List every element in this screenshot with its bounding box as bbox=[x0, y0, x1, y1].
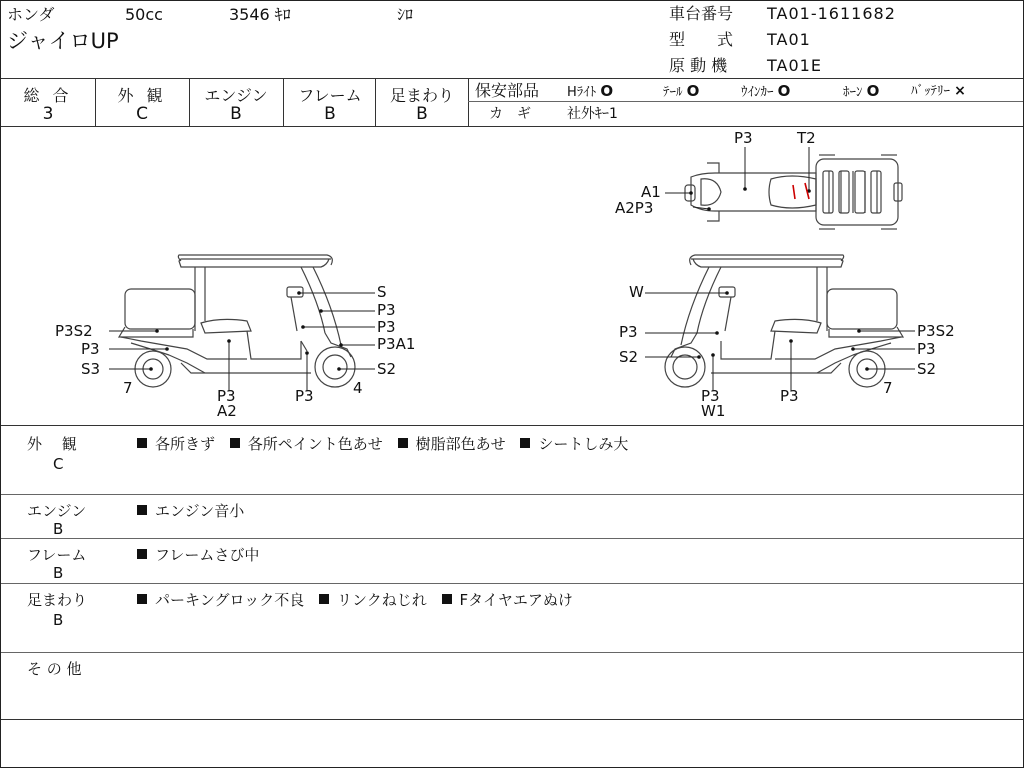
grade-engine: エンジン B bbox=[204, 86, 268, 124]
mark-right-7: 7 bbox=[883, 379, 893, 397]
color: ｼﾛ bbox=[397, 5, 414, 24]
section-grade: C bbox=[53, 455, 64, 473]
section-title: エンジン bbox=[27, 502, 87, 520]
left-side-view bbox=[119, 255, 355, 387]
safety-battery-mark: × bbox=[954, 83, 966, 99]
safety-horn: ﾎｰﾝ O bbox=[843, 82, 880, 100]
section-other bbox=[1, 653, 1023, 719]
mark-right-p3: P3 bbox=[780, 387, 799, 405]
bullet-square-icon bbox=[398, 438, 408, 448]
displacement: 50cc bbox=[125, 5, 163, 24]
divider bbox=[468, 79, 469, 126]
safety-winker: ｳｲﾝｶｰ O bbox=[741, 82, 791, 100]
note-item: 各所ペイント色あせ bbox=[230, 435, 383, 453]
bullet-square-icon bbox=[137, 594, 147, 604]
key-label: カ ギ bbox=[489, 106, 531, 122]
section-frame bbox=[1, 539, 1023, 583]
divider bbox=[375, 79, 376, 126]
section-notes bbox=[137, 433, 638, 454]
damage-diagram bbox=[1, 127, 1023, 425]
bullet-square-icon bbox=[137, 505, 147, 515]
safety-headlight-mark: O bbox=[600, 82, 614, 100]
section-grade: B bbox=[53, 520, 64, 538]
divider bbox=[1, 719, 1023, 720]
section-notes bbox=[137, 589, 583, 610]
section-title: そ の 他 bbox=[27, 660, 82, 678]
maker: ホンダ bbox=[7, 5, 55, 24]
section-grade: B bbox=[53, 611, 64, 629]
note-item: 各所きず bbox=[137, 435, 215, 453]
bullet-square-icon bbox=[520, 438, 530, 448]
section-title: フレーム bbox=[27, 546, 87, 564]
safety-tail: ﾃｰﾙ O bbox=[663, 82, 700, 100]
divider bbox=[189, 79, 190, 126]
section-grade: B bbox=[53, 564, 64, 582]
mark-left-p3a1: P3A1 bbox=[377, 335, 416, 353]
mark-right-p3: P3 bbox=[619, 323, 638, 341]
vehicle-diagram-svg bbox=[1, 127, 1023, 425]
grade-frame: フレーム B bbox=[298, 86, 362, 124]
mark-top-a2p3: A2P3 bbox=[615, 199, 654, 217]
mark-right-p3: P3 bbox=[917, 340, 936, 358]
section-engine bbox=[1, 495, 1023, 538]
note-item: 樹脂部色あせ bbox=[398, 435, 506, 453]
mark-top-p3: P3 bbox=[734, 129, 753, 147]
grade-exterior: 外 観 C bbox=[117, 86, 167, 124]
mark-left-4: 4 bbox=[353, 379, 363, 397]
note-item: パーキングロック不良 bbox=[137, 591, 304, 609]
note-item: シートしみ大 bbox=[520, 435, 628, 453]
section-exterior bbox=[1, 426, 1023, 494]
mark-right-p3s2: P3S2 bbox=[917, 322, 955, 340]
frame-label: 車台番号 bbox=[669, 4, 734, 23]
mark-left-p3: P3 bbox=[81, 340, 100, 358]
key-value: 社外ｷｰ1 bbox=[567, 106, 618, 122]
engine-value: TA01E bbox=[767, 56, 822, 75]
mark-left-p3: P3 bbox=[217, 387, 236, 405]
note-item: フレームさび中 bbox=[137, 546, 259, 564]
mark-right-s2: S2 bbox=[917, 360, 937, 378]
mark-top-t2: T2 bbox=[797, 129, 816, 147]
mark-right-w: W bbox=[629, 283, 644, 301]
engine-label: 原 動 機 bbox=[669, 56, 728, 75]
mark-left-a2: A2 bbox=[217, 402, 237, 420]
safety-winker-mark: O bbox=[777, 82, 791, 100]
mark-left-7: 7 bbox=[123, 379, 133, 397]
right-side-view bbox=[665, 255, 903, 387]
bullet-square-icon bbox=[137, 549, 147, 559]
frame-no: TA01-1611682 bbox=[767, 4, 896, 23]
mark-left-s3: S3 bbox=[81, 360, 101, 378]
section-notes bbox=[137, 500, 254, 521]
mark-left-p3: P3 bbox=[377, 301, 396, 319]
mark-left-p3: P3 bbox=[377, 318, 396, 336]
safety-headlight: Hﾗｲﾄ O bbox=[567, 82, 614, 100]
grade-suspension: 足まわり B bbox=[389, 86, 454, 124]
divider bbox=[468, 101, 1023, 102]
scratch-mark bbox=[793, 183, 809, 199]
safety-battery: ﾊﾞｯﾃﾘｰ × bbox=[911, 83, 966, 99]
bullet-square-icon bbox=[319, 594, 329, 604]
mark-left-s: S bbox=[377, 283, 387, 301]
note-item: Fタイヤエアぬけ bbox=[442, 591, 573, 609]
grade-overall: 総 合 3 bbox=[23, 86, 73, 124]
note-item: エンジン音小 bbox=[137, 502, 244, 520]
section-title: 外 観 bbox=[27, 435, 77, 453]
mark-left-p3: P3 bbox=[295, 387, 314, 405]
damage-points bbox=[149, 183, 869, 371]
mark-right-p3: P3 bbox=[701, 387, 720, 405]
divider bbox=[283, 79, 284, 126]
mark-top-a1: A1 bbox=[641, 183, 661, 201]
safety-tail-mark: O bbox=[686, 82, 700, 100]
mark-right-s2: S2 bbox=[619, 348, 639, 366]
safety-horn-mark: O bbox=[866, 82, 880, 100]
bullet-square-icon bbox=[230, 438, 240, 448]
bullet-square-icon bbox=[137, 438, 147, 448]
model-name: ジャイロUP bbox=[7, 29, 119, 53]
mileage: 3546 ｷﾛ bbox=[229, 5, 291, 24]
type-label: 型 式 bbox=[669, 30, 734, 49]
mark-left-p3s2: P3S2 bbox=[55, 322, 93, 340]
mark-right-w1: W1 bbox=[701, 402, 726, 420]
section-notes bbox=[137, 544, 269, 565]
note-item: リンクねじれ bbox=[319, 591, 427, 609]
bullet-square-icon bbox=[442, 594, 452, 604]
divider bbox=[95, 79, 96, 126]
section-suspension bbox=[1, 584, 1023, 652]
safety-label: 保安部品 bbox=[475, 81, 540, 100]
leader-lines bbox=[109, 147, 915, 391]
section-title: 足まわり bbox=[27, 591, 88, 609]
mark-left-s2: S2 bbox=[377, 360, 397, 378]
type-value: TA01 bbox=[767, 30, 811, 49]
header bbox=[1, 1, 1023, 78]
